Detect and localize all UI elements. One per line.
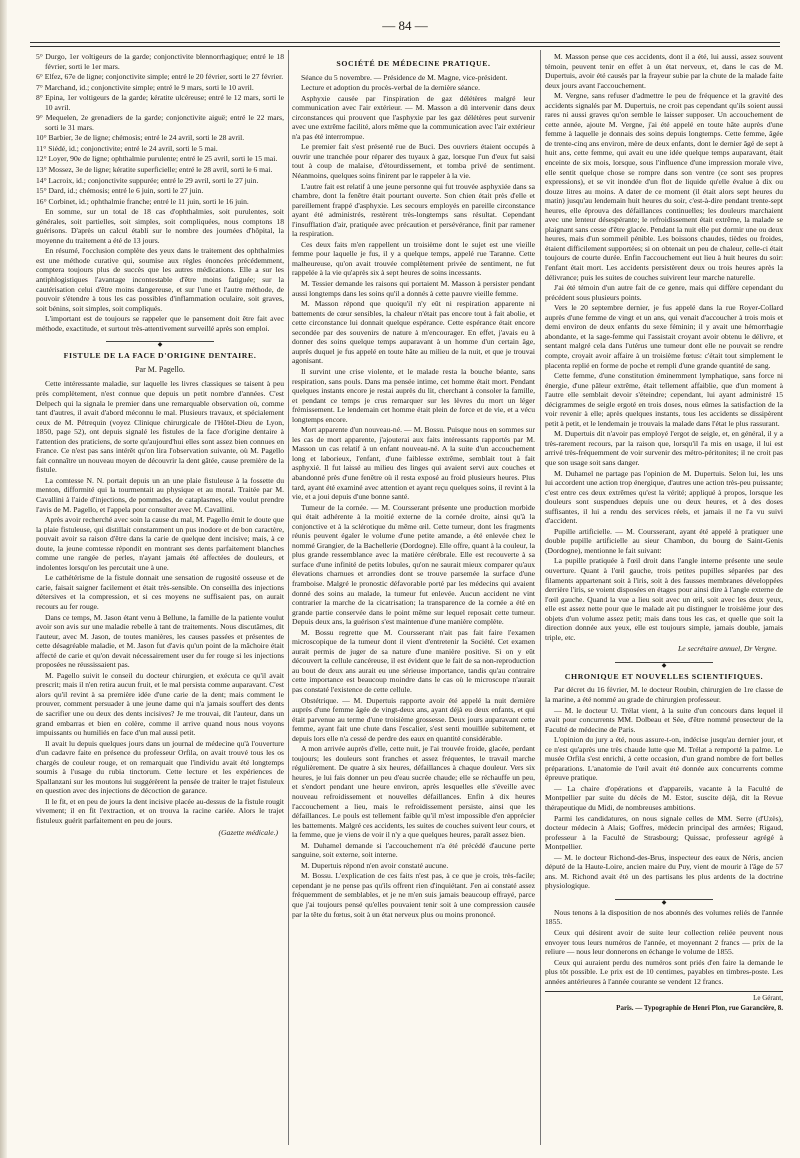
list-item: 11° Siédé, id.; conjonctivite; entré le 24 avril, sorti le 5 mai. <box>36 143 218 153</box>
paragraph: Lecture et adoption du procès-verbal de la dernière séance. <box>301 83 480 93</box>
paragraph: M. Masson répond que quoiqu'il n'y eût ni respiration apparente ni battements de cœur sensibles, la chaleur n'était pas encore tout à fait abolie, et cette circonstance lui donnait quelque espérance. Cette espérance était encore secondée par des souvenirs de nature à m'encourager. En effet, j'avais eu à donner des soins quelque temps auparavant à un homme d'un certain âge, auprès duquel je fus appelé en toute hâte au milieu de la nuit, et que je trouvai agonisant. <box>292 299 535 366</box>
paragraph: M. Dupertuis répond n'en avoir constaté aucune. <box>301 860 449 870</box>
paragraph: M. Duhamel ne partage pas l'opinion de M. Dupertuis. Selon lui, les uns lui accordent une action trop énergique, d'autres une action très-peu puissante; c'est entre ces deux extrêmes qu'est la vérité; appliqué à propos, lorsque les douleurs sont suspendues depuis une ou deux heures, et à des doses suffisantes, il lui a rendu des services réels, et jamais il ne l'a vu suivi d'accident. <box>545 468 783 526</box>
paragraph: Mort apparente d'un nouveau-né. — M. Bossu. Puisque nous en sommes sur les cas de mort apparente, j'ajouterai aux faits intéressants rapportés par M. Masson un cas relatif à un enfant nouveau-né. A la suite d'un accouchement long et laborieux, l'enfant, d'une faiblesse extrême, semblait tout à fait asphyxié. Il fut laissé au milieu des linges qui avaient servi aux couches et abandonné près d'une fenêtre où il resta exposé au froid plusieurs heures. Plus tard, ayant été examiné avec attention et ayant reçu quelques soins, il revint à la vie, et a joui depuis d'une bonne santé. <box>292 425 535 502</box>
page-header <box>30 18 780 40</box>
right-column <box>545 52 783 1142</box>
column-divider-1 <box>288 50 289 1145</box>
paragraph: Cette femme, d'une constitution éminemment lymphatique, sans force ni énergie, d'une pâleur extrême, était tellement affaiblie, que d'un moment à l'autre elle semblait devoir s'éteindre; cependant, lui ayant administré 15 décigrammes de seigle ergoté en trois doses, nous eûmes la satisfaction de la voir revenir à elle; après quelques instants, tous les accidents se dissipèrent petit à petit, et le lendemain je trouvais la malade dans l'état le plus rassurant. <box>545 371 783 428</box>
binding-edge <box>0 0 7 1158</box>
paragraph: Obstétrique. — M. Dupertuis rapporte avoir été appelé la nuit dernière auprès d'une femme âgée de vingt-deux ans, ayant déjà eu deux enfants, et qui était parvenue au terme d'une troisième grossesse. Deux jours auparavant cette femme, ayant fait une chute dans l'escalier, s'est senti mouillée subitement, et depuis lors elle n'a cessé de perdre des eaux en quantité considérable. <box>292 695 535 743</box>
paragraph: Ceux qui désirent avoir de suite leur collection reliée peuvent nous envoyer tous leurs numéros de l'année, et moyennant 2 francs — prix de la reliure — nous leur donnerons en échange le volume de 1855. <box>545 928 783 957</box>
list-item: 5° Durgo, 1er voltigeurs de la garde; conjonctivite blennorrhagique; entré le 18 février, sorti le 1er mars. <box>36 52 284 71</box>
secretary-signature: Le secrétaire annuel, Dr Vergne. <box>678 644 777 654</box>
paragraph: Par décret du 16 février, M. le docteur Roubin, chirurgien de 1re classe de la marine, a été nommé au grade de chirurgien professeur. <box>545 685 783 704</box>
paragraph: M. Dupertuis dit n'avoir pas employé l'ergot de seigle, et, en général, il y a très-rarement recours, par la raison que, lorsqu'il l'a mis en usage, il lui est arrivé très-fréquemment de voir survenir des métro-péritonites; il ne croit pas que son usage soit sans danger. <box>545 429 783 467</box>
list-item: 12° Loyer, 90e de ligne; ophthalmie purulente; entré le 25 avril, sorti le 15 mai. <box>36 154 278 164</box>
paragraph: La pupille pratiquée à l'œil droit dans l'angle interne présente une seule ouverture. Quant à l'œil gauche, trois petites pupilles séparées par des filaments appartenant soit à l'iris, soit à des fausses membranes développées derrière l'iris, se voient disposées en étages pour ainsi dire à l'angle externe de l'œil gauche. Quand la vue a lieu soit avec un œil, soit avec les deux yeux, elle est assez nette pour que le malade ait pu distinguer le troisième jour des objets d'un volume assez petit; mais dans tous les cas, et quelle que soit la direction donnée aux yeux, elle est toujours simple, jamais double, jamais triple, etc. <box>545 556 783 642</box>
list-item: 10° Barbier, 3e de ligne; chémosis; entré le 24 avril, sorti le 28 avril. <box>36 133 245 143</box>
section-ornament <box>545 660 783 669</box>
society-title: SOCIÉTÉ DE MÉDECINE PRATIQUE. <box>336 59 491 68</box>
paragraph: — La chaire d'opérations et d'appareils, vacante à la Faculté de Montpellier par suite du décès de M. Estor, suscite déjà, dit la Revue thérapeutique du Midi, de nombreuses ambitions. <box>545 783 783 813</box>
column-divider-2 <box>540 50 541 1145</box>
list-item: 6° Elfez, 67e de ligne; conjonctivite simple; entré le 20 février, sorti le 27 février. <box>36 72 284 82</box>
paragraph: Dans ce temps, M. Jason étant venu à Bellune, la famille de la patiente voulut avoir son avis sur une maladie rebelle à tant de traitements. Nous discutâmes, dit l'auteur, avec M. Jason, de toutes manières, les causes passées et présentes de cette désagréable maladie, et M. Jason fut d'avis qu'un point de la mâchoire était affecté de carie et qu'on devait nécessairement user du fer rouge si les injections proposées ne réussissaient pas. <box>36 612 284 670</box>
paragraph: M. Bossu. L'explication de ces faits n'est pas, à ce que je crois, très-facile; cependant je ne pense pas qu'ils offrent rien d'inquiétant. J'en ai constaté assez fréquemment de semblables, et je ne m'en suis jamais beaucoup effrayé, parce que j'ai toujours pensé qu'elles pouvaient tenir soit à une compression causée par la tête du fœtus, soit à un état nerveux plus ou moins prononcé. <box>292 871 535 919</box>
paragraph: Il survint une crise violente, et le malade resta la bouche béante, sans respiration, sans pouls. Dans ma pensée intime, cet homme était mort. Pendant quelques instants encore je restai auprès du lit, cherchant à consoler la famille, et pendant ce temps je crus remarquer sur les lèvres du mort un léger frémissement. Le lendemain cet homme était plein de force et de vie, et a vécu longtemps encore. <box>292 366 535 424</box>
article-title-fistule: FISTULE DE LA FACE D'ORIGINE DENTAIRE. <box>63 351 257 361</box>
paragraph: Cette intéressante maladie, sur laquelle les livres classiques se taisent à peu près complètement, n'est connue que depuis un petit nombre d'années. C'est Delpech qui la signala le premier dans une remarquable observation où, comme tant d'autres, il avait d'abord méconnu le mal. Plusieurs travaux, et spécialement ceux de M. Pétrequin (voyez Clinique chirurgicale de l'Hôtel-Dieu de Lyon, 1850, page 52), ont depuis signalé les fistules de la face d'origine dentaire à l'attention des praticiens, de sorte qu'aujourd'hui elles sont assez bien connues en France. Ce n'est pas sans intérêt qu'on lira l'observation suivante, où M. Pagello fait connaître un nouveau moyen de découvrir la dent gâtée, cause première de la fistule. <box>36 379 284 475</box>
paragraph: M. Vergne, sans refuser d'admettre le peu de fréquence et la gravité des accidents signalés par M. Dupertuis, ne croit pas cependant qu'ils soient aussi rares ni aussi graves qu'on semble le laisser supposer. Un accouchement de cette année, ajoute M. Vergne, j'ai été appelé en toute hâte auprès d'une femme à laquelle je donnais des soins depuis longtemps. Cette femme, âgée de trente-cinq ans environ, mère de deux enfants, dont le dernier âgé de sept à huit ans, cette femme, qui avait eu une idée quelque temps auparavant, était enceinte de six mois, lorsque, sous l'influence d'une impression morale vive, elle sentit quelque chose se rompre dans son ventre (ce sont ses propres expressions), et se vit inondée d'un flot de liquide qu'elle évalue à dix ou douze litres au moins. A dater de ce moment (il était alors sept heures du matin) jusqu'au lendemain huit heures du soir, c'est-à-dire pendant trente-sept heures, elle éprouva des défaillances continuelles; les douleurs marchaient avec une lenteur désespérante; le refroidissement était extrême, la malade se plaignant sans cesse d'être glacée. Pendant la nuit elle put dormir une ou deux heures, mais d'un sommeil pénible. Les boissons chaudes, tièdes ou froides, étaient difficilement supportées; si on obtenait un peu de chaleur, celle-ci était toujours de courte durée. Enfin l'accouchement eut lieu à huit heures du soir: l'enfant était mort. Les accidents persistèrent deux ou trois heures après la délivrance; puis les suites de couches suivirent leur marche naturelle. <box>545 91 783 282</box>
paragraph: Tumeur de la cornée. — M. Coursserant présente une production morbide qui était adhérente à la moitié externe de la cornée droite, ainsi qu'à la conjonctive et à la sclérotique du même œil. Cette tumeur, dont les fragments réunis peuvent égaler le volume d'une petite amande, a été enlevée chez le nommé Grangier, de la Bachellerie (Dordogne). Elle offre, quant à la couleur, la plus grande ressemblance avec la matière cérébrale. Elle est recouverte à sa surface d'une infinité de petits lobules, qu'on ne saurait mieux comparer qu'aux élevations charnues et arrondies dont se trouve parsemée la surface d'une framboise. Malgré le pronostic défavorable porté par les médecins qui avaient donné des soins au malade, la tumeur fut enlevée. Aucun accident ne vint contrarier la marche de la cicatrisation; la transparence de la cornée a été en grande partie conservée dans le point même sur lequel reposait cette tumeur. Depuis deux ans, la guérison s'est maintenue d'une manière complète. <box>292 502 535 627</box>
paragraph: Nous tenons à la disposition de nos abonnés des volumes reliés de l'année 1855. <box>545 907 783 927</box>
list-item: 14° Lacroix, id.; conjonctivite suppurée; entré le 29 avril, sorti le 27 juin. <box>36 175 259 185</box>
paragraph: A mon arrivée auprès d'elle, cette nuit, je l'ai trouvée froide, glacée, perdant toujours; les douleurs sont franches et assez fréquentes, le travail marche régulièrement. De quatre à six heures, défaillances à chaque douleur. Vers six heures, je lui fais donner un peu d'eau sucrée chaude; elle se réchauffe un peu, et s'endort pendant une heure environ, après lesquelles elle s'éveille avec nouveau refroidissement et nouvelles défaillances. Enfin à dix heures l'accouchement a lieu, mais le refroidissement persiste, ainsi que les défaillances. Le pouls est tellement faible qu'il m'est impossible d'en apprécier les battements. Malgré ces accidents, les suites de couches suivent leur cours, et la femme, que je viens de voir il n'y a que quelques heures, paraît assez bien. <box>292 744 535 840</box>
paragraph: M. Tessier demande les raisons qui portaient M. Masson à persister pendant aussi longtemps dans les soins qu'il a donnés à cette pauvre vieille femme. <box>292 279 535 298</box>
paragraph: Asphyxie causée par l'inspiration de gaz délétères malgré leur communication avec l'air extérieur. — M. Masson a dû intervenir dans deux circonstances qui prouvent que l'asphyxie par les gaz délétères peut survenir avec une extrême facilité, alors même que la communication avec l'air extérieur n'a pas été interrompue. <box>292 93 535 141</box>
paragraph: Ces deux faits m'en rappellent un troisième dont le sujet est une vieille femme pour laquelle je fus, il y a quelque temps, appelé rue Taranne. Cette malheureuse, qu'on avait trouvée complètement privée de sentiment, ne fut rappelée à la vie qu'après six à sept heures de soins incessants. <box>292 239 535 278</box>
paragraph: M. Bossu regrette que M. Coursserant n'ait pas fait faire l'examen microscopique de la tumeur dont il vient d'entretenir la Société. Cet examen aurait permis de juger de sa nature d'une manière positive. Si on y eût découvert la cellule cancéreuse, il est évident que le fait de sa non-reproduction au bout de deux ans aurait eu une sérieuse importance, tandis qu'au contraire cette importance est beaucoup moindre dans le cas où le microscope n'aurait pas constaté l'existence de cette cellule. <box>292 627 535 694</box>
ornament-glyph: ◆ <box>661 662 667 669</box>
paragraph: — M. le docteur U. Trélat vient, à la suite d'un concours dans lequel il avait pour concurrents MM. Dolbeau et Sée, d'être nommé prosecteur de la Faculté de médecine de Paris. <box>545 705 783 734</box>
paragraph: Ceux qui auraient perdu des numéros sont priés d'en faire la demande le plus tôt possible. Le prix est de 10 centimes, payables en timbres-poste. Les années antérieures à l'année courante se vendent 12 francs. <box>545 957 783 986</box>
footer-printer: Paris. — Typographie de Henri Plon, rue Garancière, 8. <box>616 1003 783 1012</box>
header-rule <box>30 42 780 47</box>
paragraph: En résumé, l'occlusion complète des yeux dans le traitement des ophthalmies est une méthode curative qui, soumise aux règles énoncées précédemment, comptera toujours plus de succès que les autres médications. Elle a sur les antiphlogistiques l'avantage incontestable d'être moins fatiguée; sur la cautérisation celui d'être moins dangereuse, et sur l'une et l'autre méthode, de pouvoir s'étendre à tous les cas possibles d'inflammation oculaire, soit graves, soit bénins, soit simples, soit compliqués. <box>36 246 284 313</box>
article-source: (Gazette médicale.) <box>218 827 278 837</box>
ornament-glyph: ◆ <box>661 899 667 906</box>
list-item: 7° Marchand, id.; conjonctivite simple; entré le 9 mars, sorti le 10 avril. <box>36 82 254 92</box>
left-column <box>36 52 284 1142</box>
paragraph: Le cathétérisme de la fistule donnait une sensation de rugosité osseuse et de carie, faisait saigner facilement et était très-sensible. On conseilla des injections détersives et la compression, et si ces moyens ne suffisaient pas, on aurait recours au fer rouge. <box>36 573 284 611</box>
paragraph: M. Masson pense que ces accidents, dont il a été, lui aussi, assez souvent témoin, peuvent tenir en effet à un état nerveux, et, dans le cas de M. Dupertuis, avoir été causés par la frayeur subie par la chute de la malade faite deux jours avant l'accouchement. <box>545 52 783 90</box>
paragraph: J'ai été témoin d'un autre fait de ce genre, mais qui diffère cependant du précédent sous plusieurs points. <box>545 283 783 302</box>
paragraph: Vers le 20 septembre dernier, je fus appelé dans la rue Royer-Collard auprès d'une femme de vingt et un ans, qui venait d'accoucher à trois mois et demi environ de deux enfants du sexe féminin; il y avait une hémorrhagie abondante, et la sage-femme qui l'assistait croyant avoir obtenu le délivre, et sentant malgré cela dans l'utérus une tumeur dont elle ne pouvait se rendre compte, croyait avoir affaire à un troisième fœtus: c'était tout simplement le placenta replié en forme de poche et rempli d'une grande quantité de sang. <box>545 303 783 370</box>
list-item: 8° Epina, 1er voltigeurs de la garde; kératite ulcéreuse; entré le 12 mars, sorti le 10 avril. <box>36 93 284 112</box>
paragraph: — M. le docteur Richond-des-Brus, inspecteur des eaux de Néris, ancien député de la Haute-Loire, ancien maire du Puy, vient de mourir à l'âge de 57 ans. M. Richond avait été un des partisans les plus ardents de la doctrine physiologique. <box>545 852 783 891</box>
list-item: 13° Mossez, 3e de ligne; kératite superficielle; entré le 28 avril, sorti le 6 mai. <box>36 165 273 175</box>
page-number: — 84 — <box>382 18 428 33</box>
list-item: 15° Dard, id.; chémosis; entré le 6 juin, sorti le 27 juin. <box>36 186 204 196</box>
paragraph: Après avoir recherché avec soin la cause du mal, M. Pagello émit le doute que la plaie fistuleuse, qui distillait constamment un pus inodore et de bon caractère, pouvait avoir sa raison d'être dans la carie de quelque dent incisive; mais, à ce doute, la jeune comtesse répondit en montrant ses dents parfaitement blanches comme une rangée de perles, n'ayant jamais été affectées de douleurs, et indolentes lorsqu'on les percutait une à une. <box>36 515 284 572</box>
paragraph: M. Duhamel demande si l'accouchement n'a été précédé d'aucune perte sanguine, soit externe, soit interne. <box>292 840 535 860</box>
paragraph: La comtesse N. N. portait depuis un an une plaie fistuleuse à la fossette du menton, difformité qui la tourmentait au physique et au moral. Traitée par M. Cavallini à l'aide d'injections, de pommades, de cataplasmes, elle voulut prendre l'avis de M. Pagello, et l'appela pour consulter avec M. Cavallini. <box>36 475 284 514</box>
paragraph: Il le fit, et en peu de jours la dent incisive placée au-dessus de la fistule rougit vivement; il en fit l'extraction, et on trouva la racine cariée. Alors le trajet fistuleux guérit parfaitement en peu de jours. <box>36 796 284 826</box>
paragraph: M. Pagello suivit le conseil du docteur chirurgien, et exécuta ce qu'il avait prescrit; mais il n'en retira aucun fruit, et le mal persista comme auparavant. C'est alors qu'il revint à sa première idée d'une carie de la dent; mais comment le prouver, comment persuader à une jeune dame qui n'a jamais souffert des dents de sacrifier une ou deux des dents incisives? Je me trouvai, dit l'auteur, dans un grand embarras et bien en colère, comme il arrive quand nous nous voyons impuissants ou humiliés en face d'un mal aussi petit. <box>36 670 284 738</box>
list-item: 9° Mequelen, 2e grenadiers de la garde; conjonctivite aiguë; entré le 22 mars, sorti le 31 mars. <box>36 113 284 132</box>
paragraph: En somme, sur un total de 18 cas d'ophthalmies, soit purulentes, soit générales, soit partielles, soit simples, soit compliquées, nous comptons 18 guérisons. D'après un calcul établi sur le nombre des journées d'hôpital, la moyenne du traitement a été de 13 jours. <box>36 207 284 245</box>
ornament-glyph: ◆ <box>157 342 163 349</box>
section-ornament <box>36 339 284 349</box>
article-byline: Par M. Pagello. <box>135 364 185 374</box>
paragraph: L'important est de toujours se rappeler que le pansement doit être fait avec méthode, exactitude, et surtout très-attentivement surveillé après son emploi. <box>36 314 284 333</box>
paragraph: Il avait lu depuis quelques jours dans un journal de médecine qu'à l'ouverture d'un cadavre faite en présence du professeur Orfila, on avait trouvé tous les os chargés de couleur rouge, et on remarquait que l'individu avait été longtemps soumis à l'usage du rubia tinctorum. Cette lecture et les expériences de Spallanzani sur les moutons lui suggérèrent la pensée de traiter le trajet fistuleux en question avec des injections de décoction de garance. <box>36 738 284 796</box>
patient-list <box>36 52 284 206</box>
chronicle-title: CHRONIQUE ET NOUVELLES SCIENTIFIQUES. <box>564 671 764 681</box>
paragraph: Pupille artificielle. — M. Coursserant, ayant été appelé à pratiquer une double pupille artificielle au sieur Chambon, du bourg de Saint-Genis (Dordogne), mentionne le fait suivant: <box>545 526 783 555</box>
middle-column <box>292 52 535 1142</box>
paragraph: Parmi les candidatures, on nous signale celles de MM. Serre (d'Uzès), docteur médecin à Alais; Goffres, médecin principal des armées; Rigaud, professeur à la Faculté de Strasbourg; Quissac, professeur agrégé à Montpellier. <box>545 813 783 852</box>
paragraph: Séance du 5 novembre. — Présidence de M. Magne, vice-président. <box>301 72 508 82</box>
page-footer <box>545 991 783 1013</box>
footer-gerant: Le Gérant, <box>753 994 783 1003</box>
list-item: 16° Corbinet, id.; ophthalmie franche; entré le 11 juin, sorti le 16 juin. <box>36 196 249 206</box>
paragraph: Le premier fait s'est présenté rue de Buci. Des ouvriers étaient occupés à ouvrir une tranchée pour réparer des tuyaux à gaz, lorsque l'un d'eux fut saisi tout à coup de malaise, d'étourdissement, et tomba privé de sentiment. Néanmoins, quelques soins finirent par le rappeler à la vie. <box>292 142 535 181</box>
section-ornament <box>545 897 783 906</box>
paragraph: L'autre fait est relatif à une jeune personne qui fut trouvée asphyxiée dans sa chambre, dont la fenêtre était pourtant ouverte. Son chien était près d'elle et pareillement frappé d'asphyxie. Les secours employés en pareille circonstance ayant été administrés, restèrent très-longtemps sans résultat. Cependant l'insufflation d'air, pratiquée avec précaution et persévérance, finit par ramener la respiration. <box>292 181 535 239</box>
paragraph: L'opinion du jury a été, nous assure-t-on, indécise jusqu'au dernier jour, et ce n'est qu'après une très chaude lutte que M. Trélat a remporté la palme. Le musée Orfila s'est enrichi, à cette occasion, d'un grand nombre de fort belles préparations. L'anatomie de l'œil avait été donnée aux concurrents comme épreuve pratique. <box>545 735 783 783</box>
